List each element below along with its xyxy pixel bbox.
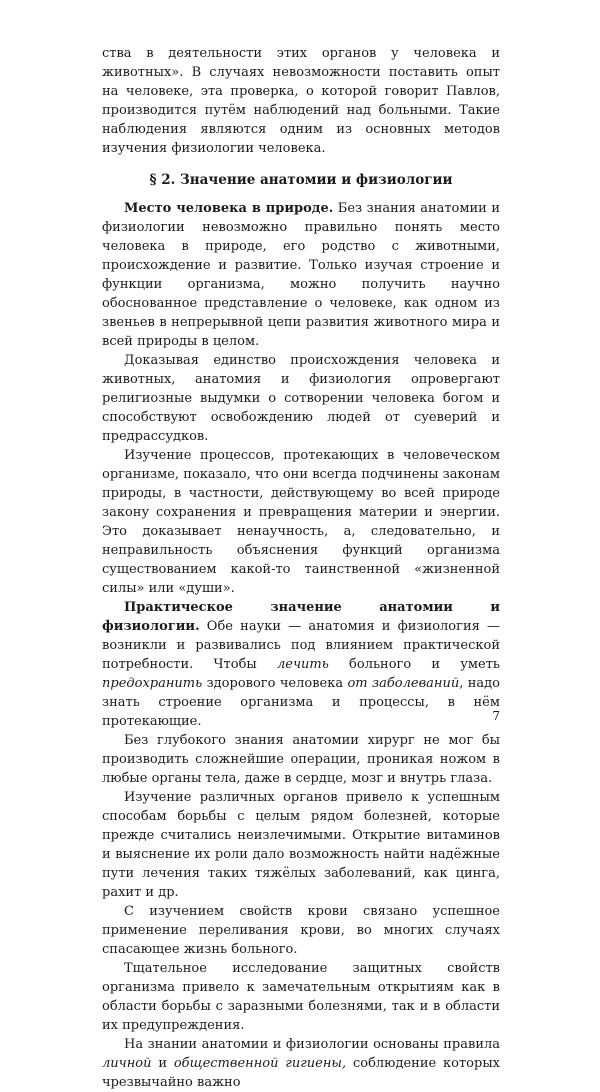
emphasis-text: общественной гигиены, [173,1056,347,1071]
paragraph-text: Без знания анатомии и физиологии невозможно правильно понять место человека в природе, его родство с животными, происхождение и развитие. Только изучая строение и функции организма, можно получить научно обоснованное представление о человеке, как одном из звеньев в непрерывной цепи развития животного мира и всей природы в целом. [102,201,500,349]
paragraph-text: , надо знать строение организма и процессы, в нём протекающие. [102,676,501,729]
paragraph-laws-of-nature: Изучение процессов, протекающих в человеческом организме, показало, что они всегда подчинены законам природы, в частности, действующему во всей природе закону сохранения и превращения материи и энергии. Это доказывает ненаучность, а, следовательно, и неправильность объяснения функций организма существованием какой-то таинственной «жизненной силы» или «души». [102,448,500,596]
paragraph-lead-practical-value: Практическое значение анатомии и физиологии. [102,600,500,634]
paragraph-intro: ства в деятельности этих органов у человека и животных». В случаях невозможности поставить опыт на человеке, эта проверка, о которой говорит Павлов, производится путём наблюдений над больными. Такие наблюдения являются одним из основных методов изучения физиологии человека. [102,46,500,156]
section-heading: § 2. Значение анатомии и физиологии [149,172,453,188]
paragraph-practical-value [102,598,500,731]
paragraph-organ-study: Изучение различных органов привело к успешным способам борьбы с целым рядом болезней, которые прежде считались неизлечимыми. Открытие витаминов и выяснение их роли дало возможность найти надёжные пути лечения таких тяжёлых заболеваний, как цинга, рахит и др. [102,790,500,900]
paragraph-text: Обе науки — анатомия и физиология — возникли и развивались под влиянием практической потребности. Чтобы [102,619,500,672]
paragraph-text: и [151,1056,174,1071]
paragraph-text: больного и уметь [328,657,501,672]
paragraph-immunity: Тщательное исследование защитных свойств организма привело к замечательным открытиям как в области борьбы с заразными болезнями, так и в области их предупреждения. [102,961,500,1033]
paragraph-place-of-man [102,199,500,351]
paragraph-text: здорового человека [202,676,348,691]
paragraph-unity-of-origin: Доказывая единство происхождения человека и животных, анатомия и физиология опровергают религиозные выдумки о сотворении человека богом и способствуют освобождению людей от суеверий и предрассудков. [102,353,500,444]
page-number: 7 [492,709,500,723]
emphasis-text: личной [102,1056,152,1071]
emphasis-text: предохранить [102,676,203,691]
emphasis-text: лечить [276,657,329,672]
paragraph-text: соблюдение которых чрезвычайно важно [102,1056,500,1090]
paragraph-blood: С изучением свойств крови связано успешное применение переливания крови, во многих случаях спасающее жизнь больного. [102,904,500,957]
paragraph-text: На знании анатомии и физиологии основаны правила [124,1037,500,1052]
paragraph-hygiene [102,1035,500,1092]
paragraph-surgery: Без глубокого знания анатомии хирург не мог бы производить сложнейшие операции, проникая ножом в любые органы тела, даже в сердце, мозг и внутрь глаза. [102,733,500,786]
emphasis-text: от заболеваний [347,676,460,691]
paragraph-lead-place-of-man: Место человека в природе. [124,201,334,216]
